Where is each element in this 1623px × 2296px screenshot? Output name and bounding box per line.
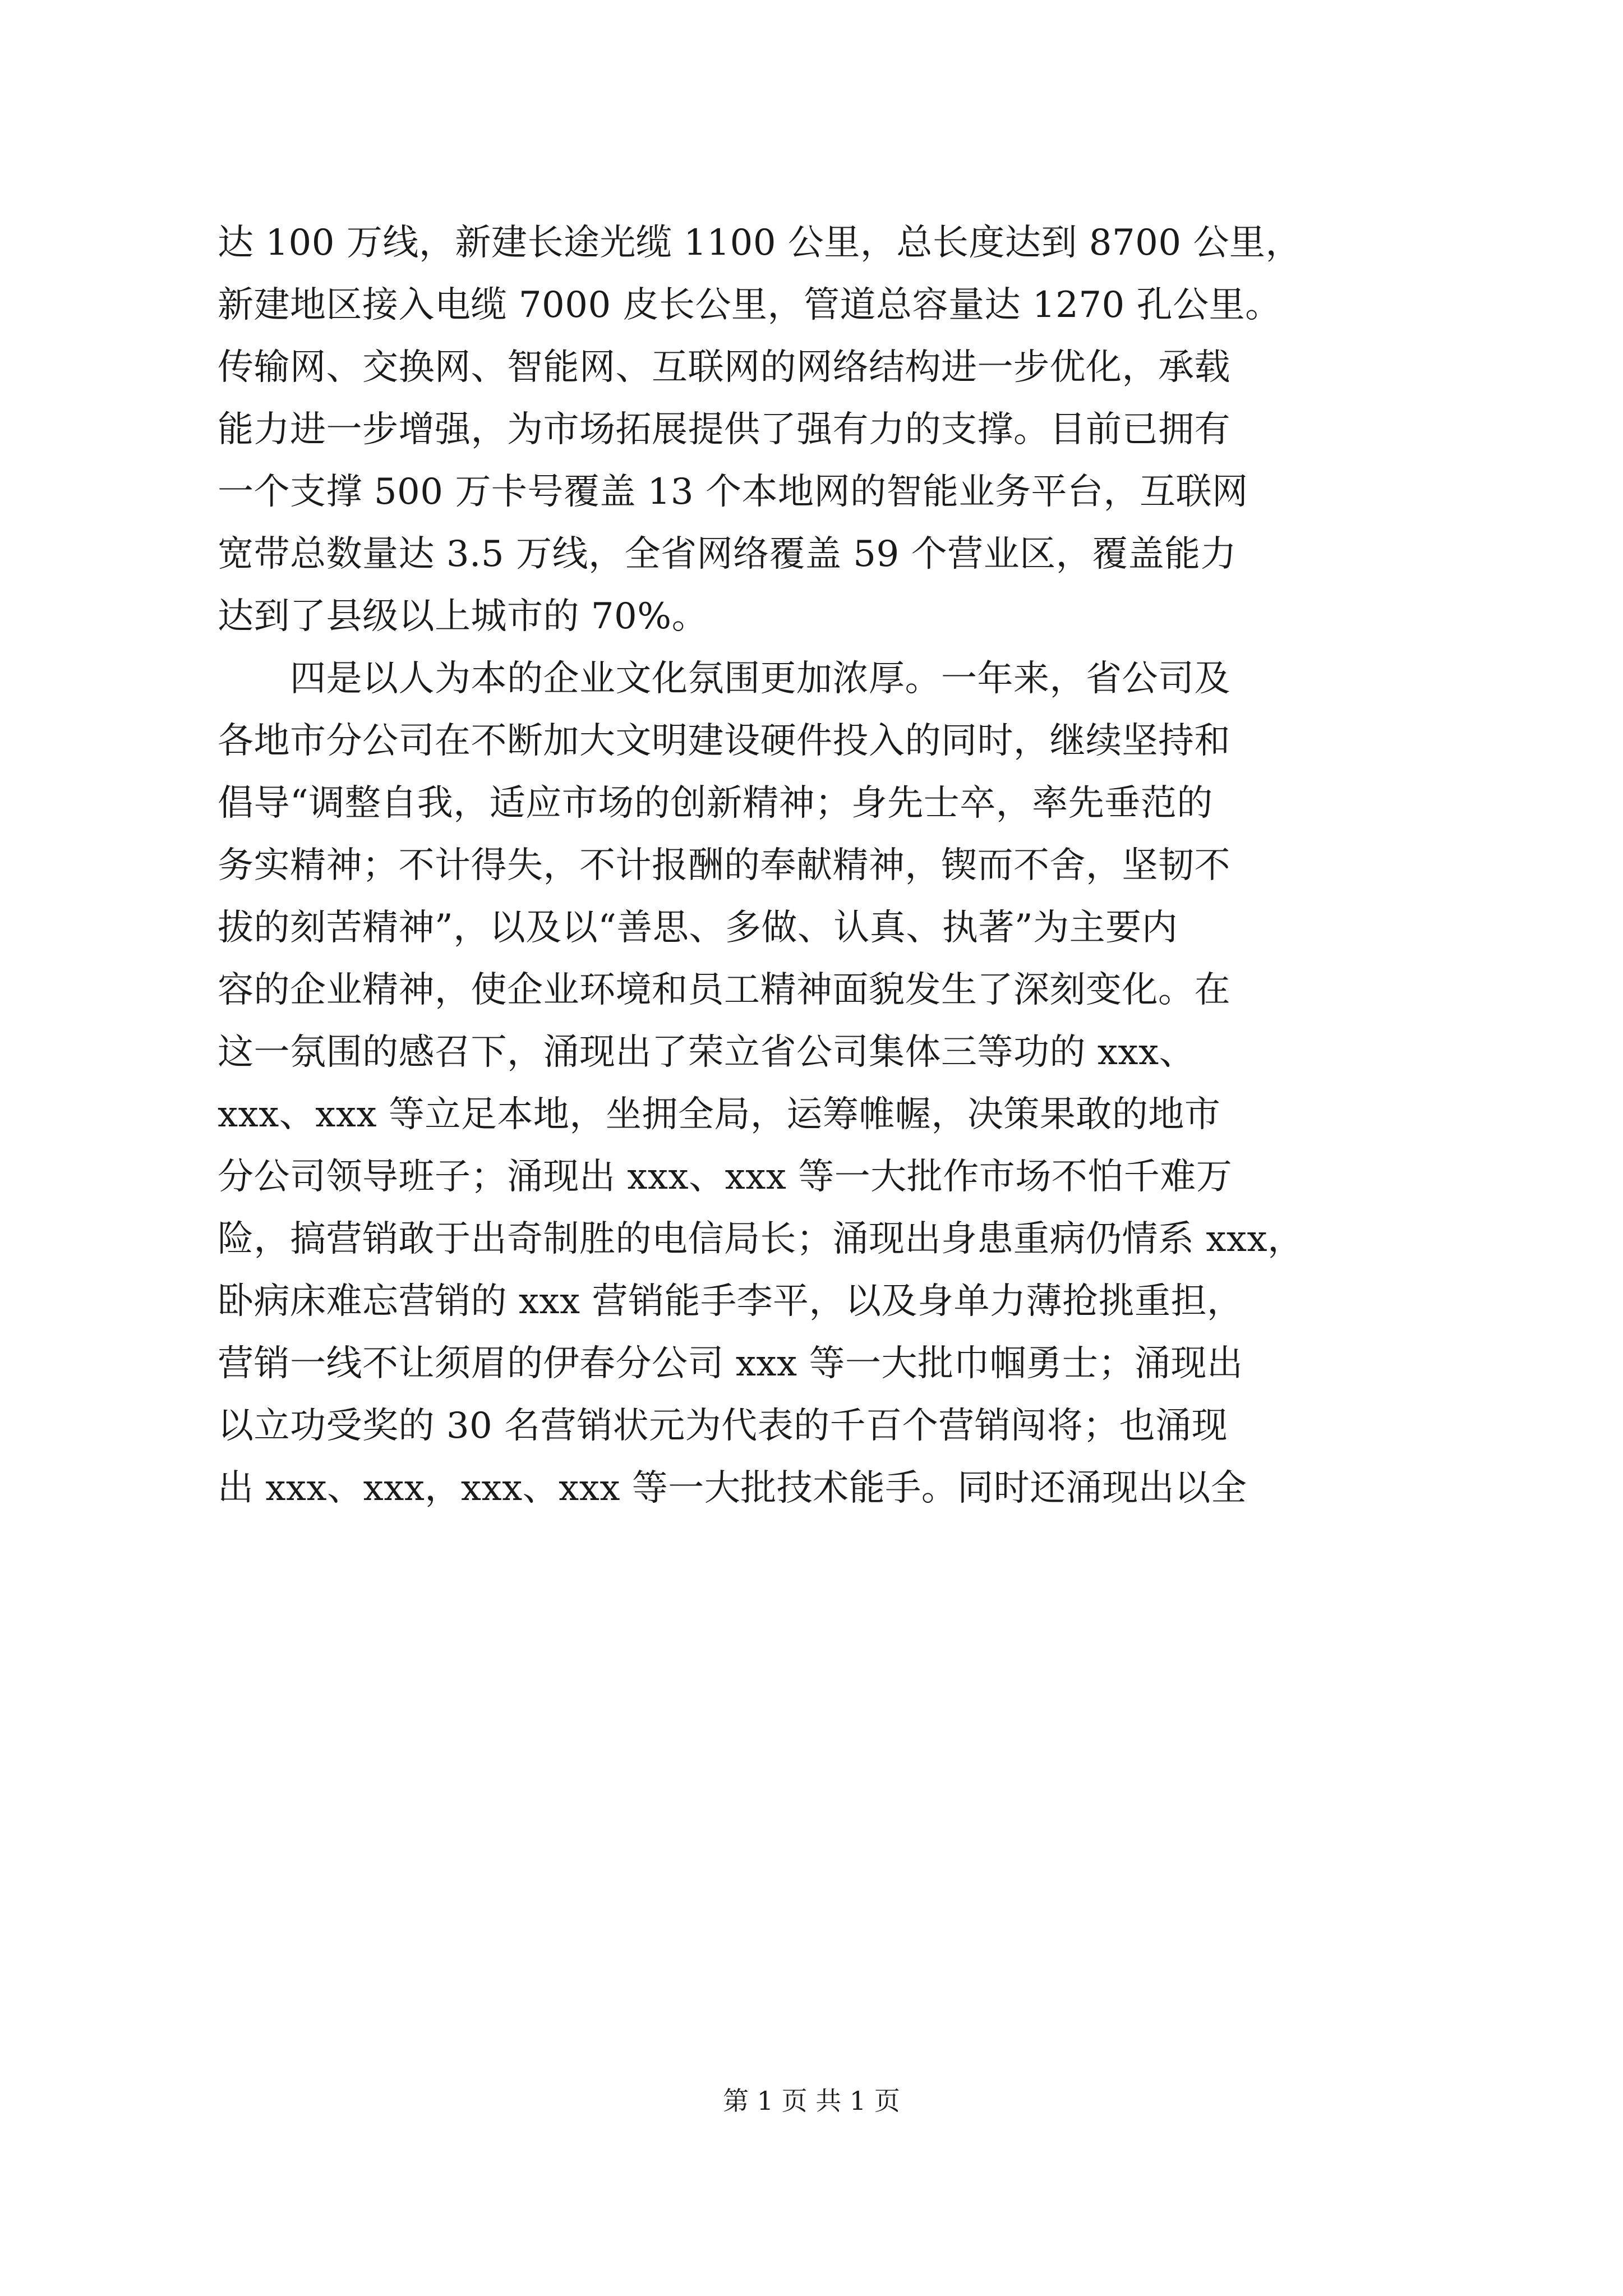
text-line: 能力进一步增强，为市场拓展提供了强有力的支撑。目前已拥有 bbox=[218, 409, 1230, 450]
text-line: 分公司领导班子；涌现出 xxx、xxx 等一大批作市场不怕千难万 bbox=[218, 1156, 1233, 1198]
text-line: 一个支撑 500 万卡号覆盖 13 个本地网的智能业务平台，互联网 bbox=[218, 471, 1248, 513]
text-line: 务实精神；不计得失，不计报酬的奉献精神，锲而不舍，坚韧不 bbox=[218, 845, 1230, 886]
text-line: 卧病床难忘营销的 xxx 营销能手李平，以及身单力薄抢挑重担， bbox=[218, 1281, 1243, 1322]
paragraph-start-line: 四是以人为本的企业文化氛围更加浓厚。一年来，省公司及 bbox=[218, 658, 1230, 700]
page-footer: 第 1 页 共 1 页 bbox=[723, 2086, 900, 2116]
text-line: 营销一线不让须眉的伊春分公司 xxx 等一大批巾帼勇士；涌现出 bbox=[218, 1343, 1243, 1384]
text-line: 宽带总数量达 3.5 万线，全省网络覆盖 59 个营业区，覆盖能力 bbox=[218, 533, 1237, 575]
text-line: xxx、xxx 等立足本地，坐拥全局，运筹帷幄，决策果敢的地市 bbox=[218, 1094, 1221, 1135]
text-line: 出 xxx、xxx，xxx、xxx 等一大批技术能手。同时还涌现出以全 bbox=[218, 1467, 1247, 1509]
text-line: 传输网、交换网、智能网、互联网的网络结构进一步优化，承载 bbox=[218, 347, 1230, 388]
text-line: 倡导“调整自我，适应市场的创新精神；身先士卒，率先垂范的 bbox=[218, 783, 1213, 824]
text-line: 新建地区接入电缆 7000 皮长公里，管道总容量达 1270 孔公里。 bbox=[218, 284, 1281, 326]
body-text bbox=[218, 212, 1418, 1520]
text-line: 容的企业精神，使企业环境和员工精神面貌发生了深刻变化。在 bbox=[218, 969, 1230, 1011]
text-line: 达到了县级以上城市的 70%。 bbox=[218, 596, 708, 637]
text-line: 险，搞营销敢于出奇制胜的电信局长；涌现出身患重病仍情系 xxx， bbox=[218, 1218, 1304, 1260]
text-line: 以立功受奖的 30 名营销状元为代表的千百个营销闯将；也涌现 bbox=[218, 1405, 1228, 1447]
text-line: 这一氛围的感召下，涌现出了荣立省公司集体三等功的 xxx、 bbox=[218, 1032, 1196, 1073]
text-line: 达 100 万线，新建长途光缆 1100 公里，总长度达到 8700 公里， bbox=[218, 222, 1302, 264]
text-line: 各地市分公司在不断加大文明建设硬件投入的同时，继续坚持和 bbox=[218, 720, 1230, 762]
text-line: 拔的刻苦精神”，以及以“善思、多做、认真、执著”为主要内 bbox=[218, 907, 1178, 949]
